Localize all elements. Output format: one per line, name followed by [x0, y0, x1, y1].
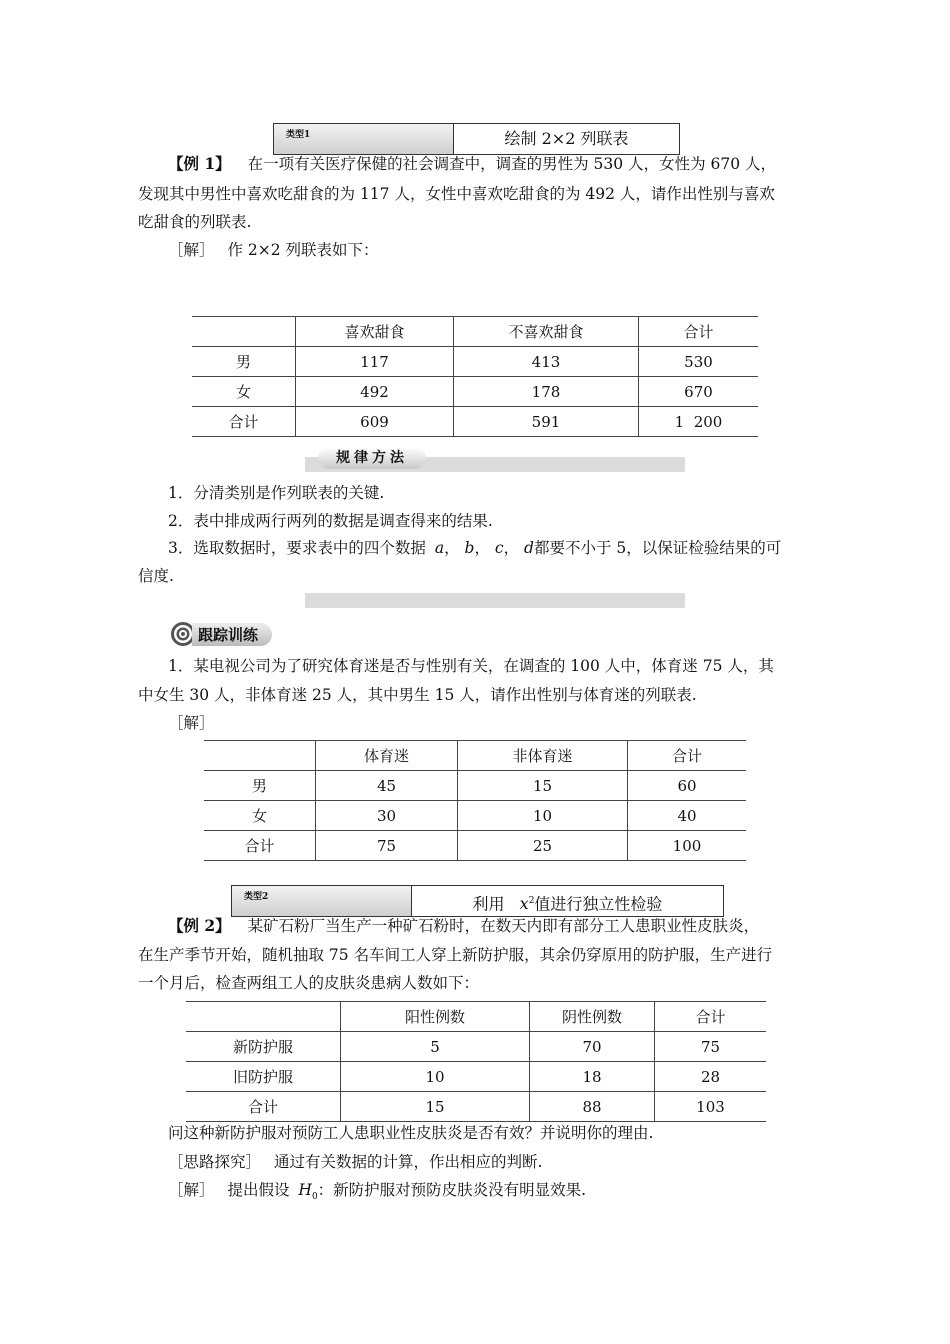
table-cell: 新防护服 — [186, 1032, 341, 1062]
example2-line2: 在生产季节开始，随机抽取 75 名车间工人穿上新防护服，其余仍穿原用的防护服，生产进行 — [138, 946, 773, 964]
table2 — [204, 740, 746, 861]
table-cell: 合计 — [628, 741, 747, 771]
method-item-1: 1．分清类别是作列联表的关键. — [168, 484, 385, 502]
table-cell: 非体育迷 — [458, 741, 628, 771]
table-cell: 591 — [454, 407, 639, 437]
table-cell: 体育迷 — [316, 741, 458, 771]
table-cell: 670 — [639, 377, 759, 407]
training-solution-label: ［解］ — [168, 714, 215, 732]
table-cell: 40 — [628, 801, 747, 831]
type2-title-pre: 利用 — [472, 894, 505, 914]
type2-title-post: 值进行独立性检验 — [534, 894, 663, 914]
example2-label: 【例 2】 — [168, 916, 231, 935]
table-cell: 男 — [204, 771, 316, 801]
table-cell: 530 — [639, 347, 759, 377]
method-item-3-tail: 都要不小于 5，以保证检验结果的可 — [533, 539, 782, 557]
method-end-bar — [305, 593, 685, 608]
type2-sup: 2 — [528, 896, 535, 906]
table-cell: 10 — [341, 1062, 530, 1092]
method-item-2: 2．表中排成两行两列的数据是调查得来的结果. — [168, 512, 493, 530]
solution2 — [168, 1176, 586, 1211]
type2-tag: 类型2 — [232, 886, 412, 916]
idea-label: ［思路探究］ — [168, 1153, 262, 1171]
table-cell: 15 — [458, 771, 628, 801]
example2-line1 — [168, 912, 759, 940]
example1-text: 在一项有关医疗保健的社会调查中，调查的男性为 530 人，女性为 670 人， — [247, 155, 777, 173]
table-cell: 60 — [628, 771, 747, 801]
training-header — [170, 622, 272, 646]
table-cell: 18 — [530, 1062, 655, 1092]
table-row — [192, 377, 758, 407]
table-cell: 413 — [454, 347, 639, 377]
training-line2: 中女生 30 人，非体育迷 25 人，其中男生 15 人，请作出性别与体育迷的列联表. — [138, 686, 697, 704]
table-cell: 合计 — [204, 831, 316, 861]
table-cell: 阳性例数 — [341, 1002, 530, 1032]
idea — [168, 1148, 542, 1176]
table-row — [186, 1032, 766, 1062]
table-cell: 喜欢甜食 — [296, 317, 454, 347]
example1-line1 — [168, 150, 776, 178]
solution1 — [168, 236, 379, 264]
table-row — [186, 1062, 766, 1092]
table-cell: 100 — [628, 831, 747, 861]
solution2-var: H — [298, 1181, 312, 1199]
question: 问这种新防护服对预防工人患职业性皮肤炎是否有效？并说明你的理由. — [168, 1124, 654, 1142]
table-row — [186, 1092, 766, 1122]
table-row — [192, 347, 758, 377]
table-row — [192, 407, 758, 437]
type1-tag: 类型1 — [274, 124, 454, 154]
table-cell: 15 — [341, 1092, 530, 1122]
table-cell: 30 — [316, 801, 458, 831]
table-cell — [192, 317, 296, 347]
method-item-3-text: 3．选取数据时，要求表中的四个数据 — [168, 539, 426, 557]
table-cell: 70 — [530, 1032, 655, 1062]
table-cell: 25 — [458, 831, 628, 861]
table-cell: 103 — [655, 1092, 767, 1122]
table-row — [204, 771, 746, 801]
solution2-post: ：新防护服对预防皮肤炎没有明显效果. — [317, 1181, 587, 1199]
training-title: 跟踪训练 — [192, 623, 272, 646]
table-row — [204, 801, 746, 831]
table-cell: 旧防护服 — [186, 1062, 341, 1092]
table-cell: 45 — [316, 771, 458, 801]
method-title: 规律方法 — [318, 447, 426, 469]
table-cell: 117 — [296, 347, 454, 377]
table-cell: 75 — [655, 1032, 767, 1062]
type1-title: 绘制 2×2 列联表 — [504, 129, 629, 148]
table-cell — [186, 1002, 341, 1032]
solution1-text: 作 2×2 列联表如下： — [227, 241, 379, 259]
var-d: d — [524, 539, 534, 557]
method-item-3-cont: 信度. — [138, 567, 174, 585]
table-cell: 合计 — [192, 407, 296, 437]
table-cell: 28 — [655, 1062, 767, 1092]
table-cell: 178 — [454, 377, 639, 407]
idea-text: 通过有关数据的计算，作出相应的判断. — [273, 1153, 543, 1171]
table-cell: 女 — [192, 377, 296, 407]
example1-line3: 吃甜食的列联表. — [138, 213, 252, 231]
table-cell: 88 — [530, 1092, 655, 1122]
table-cell: 609 — [296, 407, 454, 437]
solution2-sub: 0 — [311, 1192, 318, 1203]
table-cell: 合计 — [186, 1092, 341, 1122]
var-b: b — [464, 539, 475, 557]
table-cell: 10 — [458, 801, 628, 831]
table-cell: 合计 — [639, 317, 759, 347]
table-cell: 女 — [204, 801, 316, 831]
table3 — [186, 1001, 766, 1122]
table-cell: 合计 — [655, 1002, 767, 1032]
training-line1: 1．某电视公司为了研究体育迷是否与性别有关，在调查的 100 人中，体育迷 75 人，其 — [168, 657, 774, 675]
table-header-row — [192, 317, 758, 347]
table-cell: 不喜欢甜食 — [454, 317, 639, 347]
table-cell: 阴性例数 — [530, 1002, 655, 1032]
table1 — [192, 316, 758, 437]
solution2-pre: 提出假设 — [227, 1181, 290, 1199]
method-item-3: 3．选取数据时，要求表中的四个数据 a， b， c， d都要不小于 5，以保证检验结果的可 — [168, 539, 782, 557]
type2-var: x — [519, 894, 529, 914]
var-c: c — [494, 539, 504, 557]
table-cell: 75 — [316, 831, 458, 861]
table-row — [204, 831, 746, 861]
table-cell: 男 — [192, 347, 296, 377]
solution2-label: ［解］ — [168, 1181, 215, 1199]
example2-line3: 一个月后，检查两组工人的皮肤炎患病人数如下： — [138, 974, 480, 992]
table-cell — [204, 741, 316, 771]
var-a: a — [434, 539, 445, 557]
solution1-label: ［解］ — [168, 241, 215, 259]
table-header-row — [186, 1002, 766, 1032]
table-header-row — [204, 741, 746, 771]
example2-text: 某矿石粉厂当生产一种矿石粉时，在数天内即有部分工人患职业性皮肤炎， — [247, 917, 760, 935]
example1-line2: 发现其中男性中喜欢吃甜食的为 117 人，女性中喜欢吃甜食的为 492 人，请作出性别与喜欢 — [138, 185, 775, 203]
table-cell: 1 200 — [639, 407, 759, 437]
table-cell: 5 — [341, 1032, 530, 1062]
example1-label: 【例 1】 — [168, 154, 231, 173]
table-cell: 492 — [296, 377, 454, 407]
